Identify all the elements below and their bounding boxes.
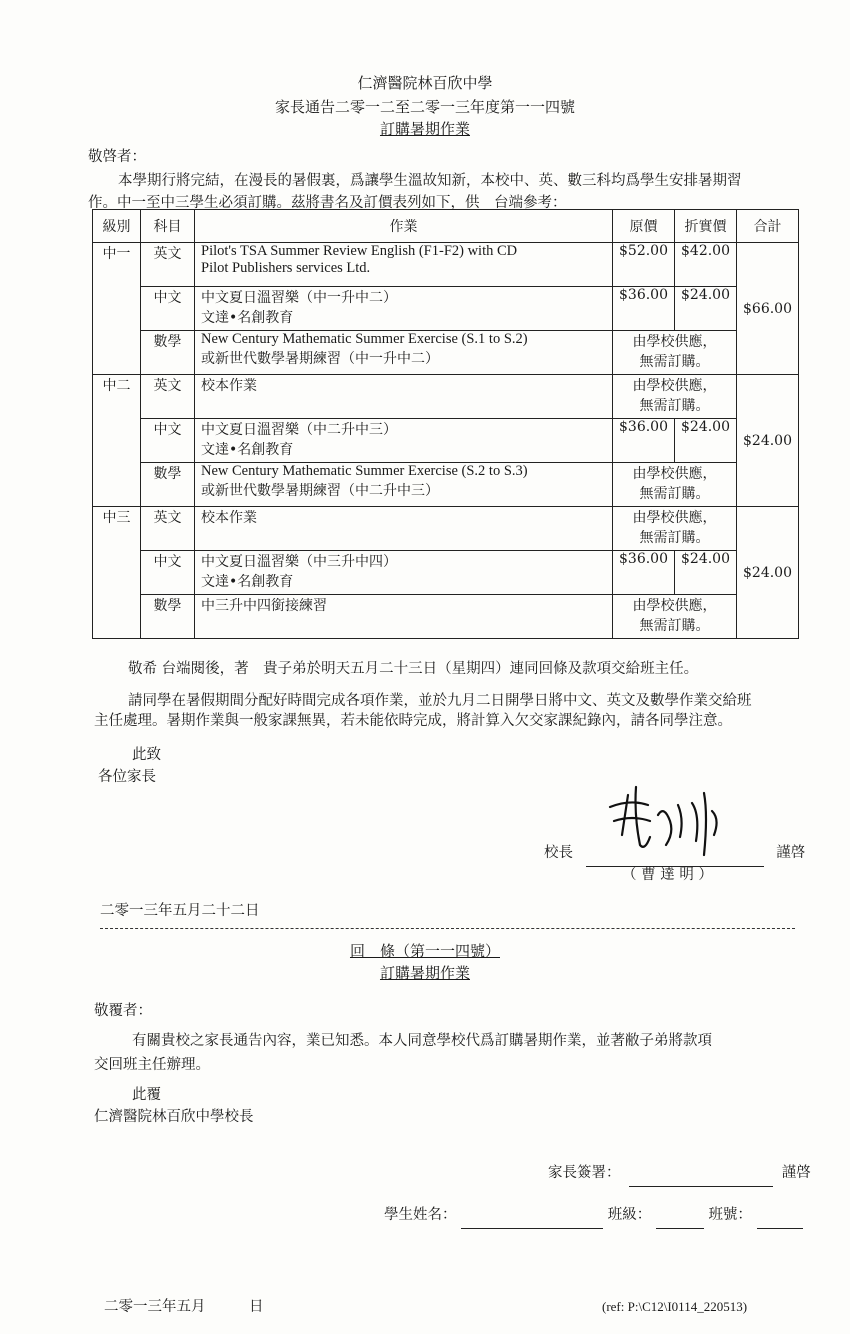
title-cell: 中三升中四銜接練習 bbox=[195, 595, 613, 639]
ci-fu: 此覆 bbox=[132, 1087, 161, 1103]
number-field[interactable] bbox=[757, 1202, 803, 1229]
header-title: 作業 bbox=[195, 210, 613, 243]
title-cell bbox=[195, 331, 613, 375]
reply-line-1: 有關貴校之家長通告內容，業已知悉。本人同意學校代爲訂購暑期作業，並著敝子弟將款項 bbox=[132, 1033, 712, 1049]
notice-date: 二零一三年五月二十二日 bbox=[100, 903, 260, 919]
note-line-1: 由學校供應， bbox=[632, 334, 717, 350]
closing-line-2b: 主任處理。暑期作業與一般家課無異，若未能依時完成，將計算入欠交家課紀錄內，請各同學注意。 bbox=[94, 713, 732, 729]
total-cell: $24.00 bbox=[737, 507, 799, 639]
parents-addressee: 各位家長 bbox=[98, 769, 156, 785]
discount-price-cell: $24.00 bbox=[675, 551, 737, 595]
reference-code: (ref: P:\C12\I0114_220513) bbox=[602, 1299, 748, 1314]
title-line-2: 文達•名創教育 bbox=[201, 574, 294, 590]
reply-date: 二零一三年五月 日 bbox=[104, 1299, 264, 1315]
title-cell bbox=[195, 551, 613, 595]
salutation: 敬啓者： bbox=[88, 149, 146, 165]
discount-price-cell: $42.00 bbox=[675, 243, 737, 287]
total-cell: $66.00 bbox=[737, 243, 799, 375]
original-price-cell: $36.00 bbox=[613, 419, 675, 463]
subject-cell: 中文 bbox=[141, 419, 195, 463]
title-line-2: 或新世代數學暑期練習（中二升中三） bbox=[201, 483, 439, 499]
note-cell bbox=[613, 331, 737, 375]
closing-line-1: 敬希 台端閱後，著 貴子弟於明天五月二十三日（星期四）連同回條及款項交給班主任。 bbox=[128, 661, 699, 677]
header-original-price: 原價 bbox=[613, 210, 675, 243]
table-header-row bbox=[93, 210, 799, 243]
title-line-1: 中文夏日溫習樂（中三升中四） bbox=[201, 554, 397, 570]
title-line-1: Pilot's TSA Summer Review English (F1-F2) with CD bbox=[201, 243, 518, 259]
original-price-cell: $52.00 bbox=[613, 243, 675, 287]
header-total: 合計 bbox=[737, 210, 799, 243]
title-line-2: 文達•名創教育 bbox=[201, 442, 294, 458]
class-label: 班級： bbox=[607, 1207, 652, 1223]
reply-line-2: 交回班主任辦理。 bbox=[94, 1057, 210, 1073]
title-line-1: New Century Mathematic Summer Exercise (S.1 to S.2) bbox=[201, 331, 528, 347]
note-line-2: 無需訂購。 bbox=[639, 618, 710, 634]
table-row bbox=[93, 375, 799, 419]
school-name: 仁濟醫院林百欣中學 bbox=[357, 74, 493, 92]
note-cell bbox=[613, 507, 737, 551]
reply-subject: 訂購暑期作業 bbox=[379, 964, 470, 982]
level-cell: 中三 bbox=[93, 507, 141, 639]
subject-cell: 數學 bbox=[141, 595, 195, 639]
notice-subject: 訂購暑期作業 bbox=[379, 120, 470, 138]
student-info-row bbox=[384, 1202, 803, 1229]
level-cell: 中二 bbox=[93, 375, 141, 507]
reply-salutation: 敬覆者： bbox=[94, 1003, 152, 1019]
note-line-1: 由學校供應， bbox=[632, 598, 717, 614]
parent-sign-label: 家長簽署： bbox=[548, 1165, 621, 1181]
parent-sign-row bbox=[548, 1160, 811, 1187]
header-subject: 科目 bbox=[141, 210, 195, 243]
note-line-2: 無需訂購。 bbox=[639, 354, 710, 370]
title-cell: 校本作業 bbox=[195, 507, 613, 551]
parent-respect: 謹啓 bbox=[781, 1165, 811, 1181]
title-line-2: 或新世代數學暑期練習（中一升中二） bbox=[201, 351, 439, 367]
title-cell: 校本作業 bbox=[195, 375, 613, 419]
table-row bbox=[93, 243, 799, 287]
note-line-1: 由學校供應， bbox=[632, 378, 717, 394]
class-field[interactable] bbox=[656, 1202, 704, 1229]
note-line-1: 由學校供應， bbox=[632, 510, 717, 526]
table-row bbox=[93, 551, 799, 595]
table-row bbox=[93, 331, 799, 375]
table-row bbox=[93, 507, 799, 551]
student-name-field[interactable] bbox=[461, 1202, 603, 1229]
reply-recipient: 仁濟醫院林百欣中學校長 bbox=[94, 1109, 254, 1125]
student-name-label: 學生姓名： bbox=[384, 1207, 457, 1223]
note-cell bbox=[613, 375, 737, 419]
reply-title: 回 條（第一一四號） bbox=[349, 942, 500, 960]
subject-cell: 英文 bbox=[141, 243, 195, 287]
note-line-1: 由學校供應， bbox=[632, 466, 717, 482]
title-cell bbox=[195, 419, 613, 463]
note-cell bbox=[613, 463, 737, 507]
title-cell bbox=[195, 463, 613, 507]
note-line-2: 無需訂購。 bbox=[639, 530, 710, 546]
total-cell: $24.00 bbox=[737, 375, 799, 507]
number-label: 班號： bbox=[708, 1207, 752, 1223]
note-line-2: 無需訂購。 bbox=[639, 398, 710, 414]
principal-label: 校長 bbox=[544, 845, 573, 861]
title-line-1: 中文夏日溫習樂（中二升中三） bbox=[201, 422, 397, 438]
note-line-2: 無需訂購。 bbox=[639, 486, 710, 502]
note-cell bbox=[613, 595, 737, 639]
table-row bbox=[93, 595, 799, 639]
table-row bbox=[93, 419, 799, 463]
title-line-2: Pilot Publishers services Ltd. bbox=[201, 260, 371, 276]
table-row bbox=[93, 463, 799, 507]
title-cell bbox=[195, 243, 613, 287]
principal-name: （ 曹 達 明 ） bbox=[622, 867, 713, 883]
original-price-cell: $36.00 bbox=[613, 551, 675, 595]
discount-price-cell: $24.00 bbox=[675, 419, 737, 463]
title-line-1: New Century Mathematic Summer Exercise (S.2 to S.3) bbox=[201, 463, 528, 479]
title-cell bbox=[195, 287, 613, 331]
ci-zhi: 此致 bbox=[132, 747, 161, 763]
subject-cell: 中文 bbox=[141, 287, 195, 331]
subject-cell: 數學 bbox=[141, 331, 195, 375]
subject-cell: 數學 bbox=[141, 463, 195, 507]
title-line-1: 中文夏日溫習樂（中一升中二） bbox=[201, 290, 397, 306]
subject-cell: 英文 bbox=[141, 375, 195, 419]
title-line-2: 文達•名創教育 bbox=[201, 310, 294, 326]
original-price-cell: $36.00 bbox=[613, 287, 675, 331]
subject-cell: 英文 bbox=[141, 507, 195, 551]
parent-sign-field[interactable] bbox=[629, 1160, 773, 1187]
closing-line-2a: 請同學在暑假期間分配好時間完成各項作業，並於九月二日開學日將中文、英文及數學作業交給班 bbox=[128, 693, 752, 709]
subject-cell: 中文 bbox=[141, 551, 195, 595]
intro-line-2: 作。中一至中三學生必須訂購。茲將書名及訂價表列如下，供 台端參考： bbox=[88, 195, 567, 211]
intro-line-1: 本學期行將完結，在漫長的暑假裏，爲讓學生溫故知新，本校中、英、數三科均爲學生安排暑期習 bbox=[118, 173, 742, 189]
discount-price-cell: $24.00 bbox=[675, 287, 737, 331]
order-table bbox=[92, 209, 799, 639]
header-level: 級別 bbox=[93, 210, 141, 243]
header-discount-price: 折實價 bbox=[675, 210, 737, 243]
notice-number: 家長通告二零一二至二零一三年度第一一四號 bbox=[274, 98, 575, 116]
tear-line bbox=[100, 928, 795, 929]
principal-respect: 謹啓 bbox=[776, 845, 806, 861]
table-row bbox=[93, 287, 799, 331]
level-cell: 中一 bbox=[93, 243, 141, 375]
